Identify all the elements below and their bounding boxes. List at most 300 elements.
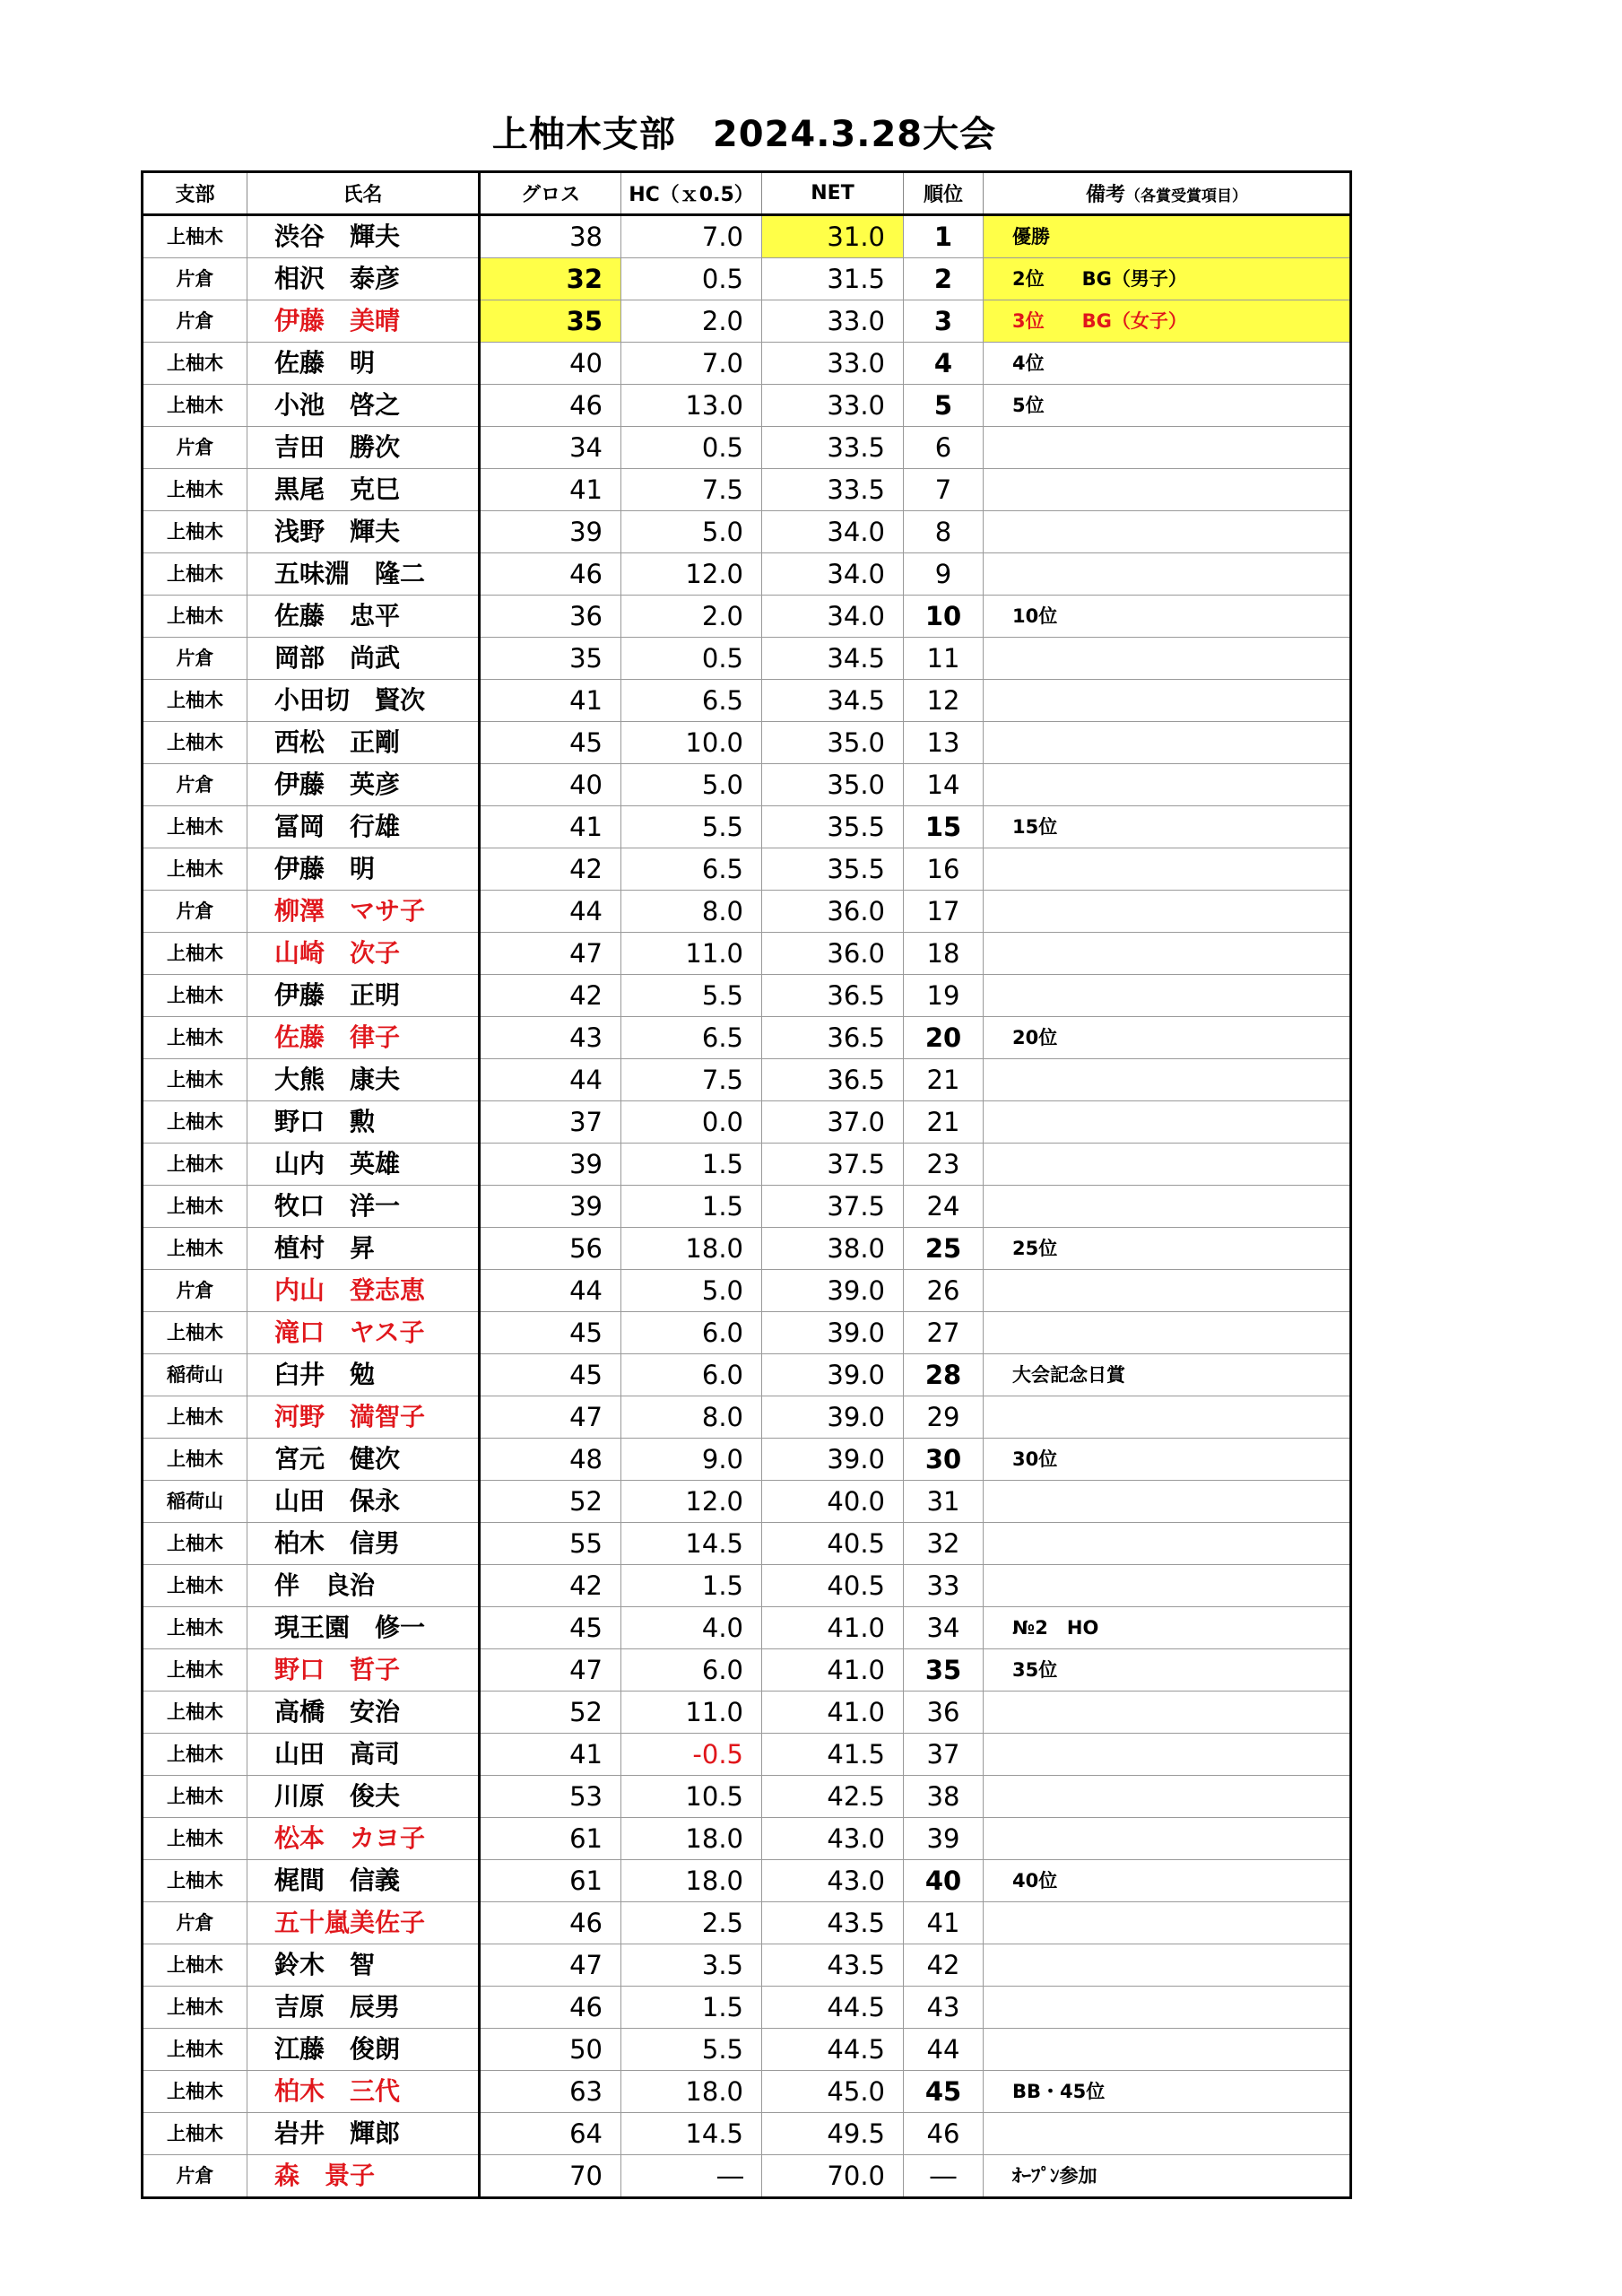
hc-cell: 5.0 <box>621 764 762 806</box>
table-row <box>143 933 1351 975</box>
net-cell: 41.0 <box>762 1692 904 1734</box>
hc-cell: 5.5 <box>621 975 762 1017</box>
table-row <box>143 1944 1351 1987</box>
branch-cell: 上柚木 <box>143 1944 247 1987</box>
note-cell <box>984 2113 1351 2155</box>
hc-cell: 0.5 <box>621 638 762 680</box>
name-cell: 滝口 ヤス子 <box>247 1312 480 1354</box>
name-cell: 五味淵 隆二 <box>247 553 480 596</box>
hc-cell: 1.5 <box>621 1987 762 2029</box>
branch-cell: 上柚木 <box>143 1860 247 1902</box>
name-cell: 柏木 三代 <box>247 2071 480 2113</box>
gross-cell: 37 <box>480 1101 621 1144</box>
net-cell: 33.5 <box>762 469 904 511</box>
rank-cell: 42 <box>904 1944 984 1987</box>
note-cell <box>984 1523 1351 1565</box>
name-cell: 川原 俊夫 <box>247 1776 480 1818</box>
rank-cell: 23 <box>904 1144 984 1186</box>
gross-cell: 48 <box>480 1439 621 1481</box>
net-cell: 36.5 <box>762 975 904 1017</box>
branch-cell: 上柚木 <box>143 1017 247 1059</box>
net-cell: 40.0 <box>762 1481 904 1523</box>
table-row <box>143 638 1351 680</box>
hc-cell: 13.0 <box>621 385 762 427</box>
hc-cell: 10.5 <box>621 1776 762 1818</box>
hc-cell: 5.0 <box>621 1270 762 1312</box>
net-cell: 35.5 <box>762 806 904 848</box>
name-cell: 小池 啓之 <box>247 385 480 427</box>
gross-cell: 41 <box>480 806 621 848</box>
gross-cell: 32 <box>480 258 621 300</box>
name-cell: 佐藤 律子 <box>247 1017 480 1059</box>
name-cell: 柏木 信男 <box>247 1523 480 1565</box>
rank-cell: 35 <box>904 1649 984 1692</box>
note-cell <box>984 1776 1351 1818</box>
gross-cell: 46 <box>480 553 621 596</box>
name-cell: 山田 保永 <box>247 1481 480 1523</box>
name-cell: 西松 正剛 <box>247 722 480 764</box>
name-cell: 岩井 輝郎 <box>247 2113 480 2155</box>
name-cell: 吉田 勝次 <box>247 427 480 469</box>
net-cell: 43.0 <box>762 1860 904 1902</box>
gross-cell: 61 <box>480 1818 621 1860</box>
hc-cell: 6.0 <box>621 1649 762 1692</box>
table-row <box>143 1607 1351 1649</box>
rank-cell: 9 <box>904 553 984 596</box>
gross-cell: 47 <box>480 1396 621 1439</box>
table-row <box>143 764 1351 806</box>
net-cell: 49.5 <box>762 2113 904 2155</box>
net-cell: 41.0 <box>762 1649 904 1692</box>
branch-cell: 上柚木 <box>143 806 247 848</box>
note-cell: ｵｰﾌﾟﾝ参加 <box>984 2155 1351 2198</box>
gross-cell: 44 <box>480 1059 621 1101</box>
table-row <box>143 806 1351 848</box>
name-cell: 臼井 勉 <box>247 1354 480 1396</box>
branch-cell: 上柚木 <box>143 511 247 553</box>
name-cell: 山内 英雄 <box>247 1144 480 1186</box>
net-cell: 31.0 <box>762 215 904 258</box>
name-cell: 冨岡 行雄 <box>247 806 480 848</box>
branch-cell: 上柚木 <box>143 1523 247 1565</box>
hc-cell: 3.5 <box>621 1944 762 1987</box>
rank-cell: 32 <box>904 1523 984 1565</box>
branch-cell: 片倉 <box>143 258 247 300</box>
table-row <box>143 722 1351 764</box>
table-row <box>143 427 1351 469</box>
note-cell: 優勝 <box>984 215 1351 258</box>
table-row <box>143 1354 1351 1396</box>
rank-cell: 2 <box>904 258 984 300</box>
table-row <box>143 1565 1351 1607</box>
note-cell <box>984 1944 1351 1987</box>
net-cell: 44.5 <box>762 2029 904 2071</box>
note-cell <box>984 469 1351 511</box>
branch-cell: 上柚木 <box>143 722 247 764</box>
net-cell: 43.5 <box>762 1902 904 1944</box>
gross-cell: 38 <box>480 215 621 258</box>
name-cell: 山崎 次子 <box>247 933 480 975</box>
name-cell: 森 景子 <box>247 2155 480 2198</box>
table-row <box>143 1902 1351 1944</box>
branch-cell: 上柚木 <box>143 680 247 722</box>
hc-cell: 5.5 <box>621 2029 762 2071</box>
note-cell <box>984 638 1351 680</box>
net-cell: 43.5 <box>762 1944 904 1987</box>
hc-cell: ― <box>621 2155 762 2198</box>
table-row <box>143 1860 1351 1902</box>
header-branch: 支部 <box>143 172 247 215</box>
gross-cell: 47 <box>480 1649 621 1692</box>
branch-cell: 片倉 <box>143 427 247 469</box>
rank-cell: 5 <box>904 385 984 427</box>
gross-cell: 40 <box>480 343 621 385</box>
name-cell: 伊藤 英彦 <box>247 764 480 806</box>
table-row <box>143 511 1351 553</box>
rank-cell: 40 <box>904 1860 984 1902</box>
branch-cell: 上柚木 <box>143 848 247 891</box>
hc-cell: 18.0 <box>621 2071 762 2113</box>
table-body <box>143 215 1351 2198</box>
gross-cell: 45 <box>480 722 621 764</box>
table-row <box>143 1734 1351 1776</box>
table-row <box>143 975 1351 1017</box>
note-cell <box>984 2029 1351 2071</box>
rank-cell: 36 <box>904 1692 984 1734</box>
rank-cell: 14 <box>904 764 984 806</box>
net-cell: 40.5 <box>762 1523 904 1565</box>
table-row <box>143 596 1351 638</box>
net-cell: 36.0 <box>762 933 904 975</box>
gross-cell: 45 <box>480 1312 621 1354</box>
hc-cell: 7.0 <box>621 343 762 385</box>
net-cell: 33.0 <box>762 385 904 427</box>
net-cell: 45.0 <box>762 2071 904 2113</box>
hc-cell: 12.0 <box>621 1481 762 1523</box>
net-cell: 34.5 <box>762 680 904 722</box>
name-cell: 伊藤 正明 <box>247 975 480 1017</box>
branch-cell: 上柚木 <box>143 975 247 1017</box>
note-cell: 4位 <box>984 343 1351 385</box>
net-cell: 39.0 <box>762 1439 904 1481</box>
net-cell: 35.5 <box>762 848 904 891</box>
gross-cell: 52 <box>480 1481 621 1523</box>
hc-cell: 0.5 <box>621 258 762 300</box>
table-row <box>143 2029 1351 2071</box>
note-cell <box>984 1396 1351 1439</box>
net-cell: 36.5 <box>762 1059 904 1101</box>
gross-cell: 47 <box>480 933 621 975</box>
gross-cell: 41 <box>480 680 621 722</box>
name-cell: 小田切 賢次 <box>247 680 480 722</box>
note-cell <box>984 1186 1351 1228</box>
name-cell: 河野 満智子 <box>247 1396 480 1439</box>
table-row <box>143 1818 1351 1860</box>
branch-cell: 上柚木 <box>143 343 247 385</box>
hc-cell: 4.0 <box>621 1607 762 1649</box>
rank-cell: 33 <box>904 1565 984 1607</box>
note-cell <box>984 1987 1351 2029</box>
name-cell: 野口 勲 <box>247 1101 480 1144</box>
rank-cell: 7 <box>904 469 984 511</box>
name-cell: 浅野 輝夫 <box>247 511 480 553</box>
branch-cell: 上柚木 <box>143 1987 247 2029</box>
note-cell <box>984 1818 1351 1860</box>
net-cell: 41.0 <box>762 1607 904 1649</box>
name-cell: 牧口 洋一 <box>247 1186 480 1228</box>
hc-cell: 18.0 <box>621 1860 762 1902</box>
name-cell: 渋谷 輝夫 <box>247 215 480 258</box>
net-cell: 34.0 <box>762 511 904 553</box>
note-cell <box>984 1144 1351 1186</box>
name-cell: 梶間 信義 <box>247 1860 480 1902</box>
name-cell: 佐藤 忠平 <box>247 596 480 638</box>
gross-cell: 46 <box>480 1987 621 2029</box>
table-row <box>143 1312 1351 1354</box>
note-cell: 25位 <box>984 1228 1351 1270</box>
gross-cell: 34 <box>480 427 621 469</box>
rank-cell: 20 <box>904 1017 984 1059</box>
gross-cell: 44 <box>480 1270 621 1312</box>
name-cell: 伴 良治 <box>247 1565 480 1607</box>
note-cell: 20位 <box>984 1017 1351 1059</box>
branch-cell: 片倉 <box>143 764 247 806</box>
name-cell: 五十嵐美佐子 <box>247 1902 480 1944</box>
rank-cell: 6 <box>904 427 984 469</box>
branch-cell: 上柚木 <box>143 1186 247 1228</box>
hc-cell: 11.0 <box>621 933 762 975</box>
rank-cell: 31 <box>904 1481 984 1523</box>
table-row <box>143 1186 1351 1228</box>
header-hc: HC（ｘ0.5） <box>621 172 762 215</box>
net-cell: 36.5 <box>762 1017 904 1059</box>
note-cell: 2位 BG（男子） <box>984 258 1351 300</box>
hc-cell: 5.0 <box>621 511 762 553</box>
hc-cell: 7.5 <box>621 1059 762 1101</box>
hc-cell: 6.0 <box>621 1312 762 1354</box>
rank-cell: 16 <box>904 848 984 891</box>
net-cell: 37.5 <box>762 1144 904 1186</box>
note-cell: 40位 <box>984 1860 1351 1902</box>
hc-cell: 11.0 <box>621 1692 762 1734</box>
gross-cell: 35 <box>480 300 621 343</box>
gross-cell: 64 <box>480 2113 621 2155</box>
branch-cell: 上柚木 <box>143 1101 247 1144</box>
hc-cell: 6.0 <box>621 1354 762 1396</box>
hc-cell: 0.0 <box>621 1101 762 1144</box>
gross-cell: 39 <box>480 511 621 553</box>
name-cell: 伊藤 美晴 <box>247 300 480 343</box>
name-cell: 吉原 辰男 <box>247 1987 480 2029</box>
rank-cell: 25 <box>904 1228 984 1270</box>
hc-cell: 6.5 <box>621 848 762 891</box>
name-cell: 江藤 俊朗 <box>247 2029 480 2071</box>
net-cell: 44.5 <box>762 1987 904 2029</box>
net-cell: 42.5 <box>762 1776 904 1818</box>
name-cell: 植村 昇 <box>247 1228 480 1270</box>
hc-cell: -0.5 <box>621 1734 762 1776</box>
table-row <box>143 2113 1351 2155</box>
branch-cell: 上柚木 <box>143 1144 247 1186</box>
note-cell <box>984 722 1351 764</box>
note-cell <box>984 891 1351 933</box>
branch-cell: 上柚木 <box>143 1565 247 1607</box>
gross-cell: 55 <box>480 1523 621 1565</box>
rank-cell: 10 <box>904 596 984 638</box>
branch-cell: 上柚木 <box>143 1776 247 1818</box>
net-cell: 39.0 <box>762 1312 904 1354</box>
name-cell: 佐藤 明 <box>247 343 480 385</box>
net-cell: 37.0 <box>762 1101 904 1144</box>
branch-cell: 片倉 <box>143 1270 247 1312</box>
net-cell: 31.5 <box>762 258 904 300</box>
rank-cell: 39 <box>904 1818 984 1860</box>
table-row <box>143 1481 1351 1523</box>
gross-cell: 36 <box>480 596 621 638</box>
gross-cell: 61 <box>480 1860 621 1902</box>
hc-cell: 1.5 <box>621 1186 762 1228</box>
table-row <box>143 1776 1351 1818</box>
name-cell: 相沢 泰彦 <box>247 258 480 300</box>
page-title: 上柚木支部 2024.3.28大会 <box>491 114 997 155</box>
note-cell: 5位 <box>984 385 1351 427</box>
branch-cell: 片倉 <box>143 300 247 343</box>
net-cell: 33.0 <box>762 300 904 343</box>
rank-cell: 3 <box>904 300 984 343</box>
note-cell: 15位 <box>984 806 1351 848</box>
branch-cell: 上柚木 <box>143 1734 247 1776</box>
note-cell: 大会記念日賞 <box>984 1354 1351 1396</box>
table-row <box>143 891 1351 933</box>
table-row <box>143 1101 1351 1144</box>
gross-cell: 40 <box>480 764 621 806</box>
table-row <box>143 2071 1351 2113</box>
net-cell: 34.0 <box>762 596 904 638</box>
name-cell: 現王園 修一 <box>247 1607 480 1649</box>
net-cell: 36.0 <box>762 891 904 933</box>
note-cell <box>984 1481 1351 1523</box>
gross-cell: 45 <box>480 1354 621 1396</box>
branch-cell: 上柚木 <box>143 2029 247 2071</box>
hc-cell: 8.0 <box>621 891 762 933</box>
table-row <box>143 1396 1351 1439</box>
note-cell <box>984 848 1351 891</box>
gross-cell: 42 <box>480 848 621 891</box>
gross-cell: 50 <box>480 2029 621 2071</box>
table-row <box>143 680 1351 722</box>
table-row <box>143 2155 1351 2198</box>
net-cell: 43.0 <box>762 1818 904 1860</box>
note-cell: 35位 <box>984 1649 1351 1692</box>
net-cell: 35.0 <box>762 764 904 806</box>
branch-cell: 上柚木 <box>143 1818 247 1860</box>
name-cell: 岡部 尚武 <box>247 638 480 680</box>
rank-cell: 41 <box>904 1902 984 1944</box>
note-cell <box>984 1101 1351 1144</box>
branch-cell: 上柚木 <box>143 1439 247 1481</box>
name-cell: 山田 高司 <box>247 1734 480 1776</box>
table-row <box>143 1649 1351 1692</box>
header-name: 氏名 <box>247 172 480 215</box>
hc-cell: 18.0 <box>621 1818 762 1860</box>
net-cell: 39.0 <box>762 1270 904 1312</box>
net-cell: 41.5 <box>762 1734 904 1776</box>
name-cell: 松本 カヨ子 <box>247 1818 480 1860</box>
header-net: NET <box>762 172 904 215</box>
note-cell <box>984 764 1351 806</box>
hc-cell: 2.0 <box>621 596 762 638</box>
table-row <box>143 1017 1351 1059</box>
note-cell <box>984 427 1351 469</box>
branch-cell: 上柚木 <box>143 1649 247 1692</box>
hc-cell: 0.5 <box>621 427 762 469</box>
name-cell: 柳澤 マサ子 <box>247 891 480 933</box>
rank-cell: 12 <box>904 680 984 722</box>
gross-cell: 42 <box>480 1565 621 1607</box>
name-cell: 宮元 健次 <box>247 1439 480 1481</box>
rank-cell: 38 <box>904 1776 984 1818</box>
rank-cell: 17 <box>904 891 984 933</box>
branch-cell: 上柚木 <box>143 2071 247 2113</box>
table-row <box>143 1987 1351 2029</box>
table-row <box>143 1144 1351 1186</box>
gross-cell: 53 <box>480 1776 621 1818</box>
rank-cell: 24 <box>904 1186 984 1228</box>
note-cell <box>984 1565 1351 1607</box>
note-cell <box>984 680 1351 722</box>
branch-cell: 上柚木 <box>143 385 247 427</box>
table-row <box>143 215 1351 258</box>
name-cell: 高橋 安治 <box>247 1692 480 1734</box>
note-cell <box>984 1734 1351 1776</box>
rank-cell: 43 <box>904 1987 984 2029</box>
rank-cell: 15 <box>904 806 984 848</box>
gross-cell: 56 <box>480 1228 621 1270</box>
hc-cell: 7.0 <box>621 215 762 258</box>
hc-cell: 14.5 <box>621 1523 762 1565</box>
name-cell: 大熊 康夫 <box>247 1059 480 1101</box>
results-table <box>141 170 1352 2199</box>
note-cell: 3位 BG（女子） <box>984 300 1351 343</box>
rank-cell: 1 <box>904 215 984 258</box>
name-cell: 伊藤 明 <box>247 848 480 891</box>
rank-cell: 21 <box>904 1059 984 1101</box>
net-cell: 33.5 <box>762 427 904 469</box>
note-cell <box>984 975 1351 1017</box>
branch-cell: 上柚木 <box>143 933 247 975</box>
net-cell: 35.0 <box>762 722 904 764</box>
hc-cell: 6.5 <box>621 1017 762 1059</box>
table-row <box>143 1523 1351 1565</box>
gross-cell: 39 <box>480 1186 621 1228</box>
gross-cell: 44 <box>480 891 621 933</box>
gross-cell: 52 <box>480 1692 621 1734</box>
note-cell <box>984 1312 1351 1354</box>
note-cell <box>984 1692 1351 1734</box>
branch-cell: 上柚木 <box>143 1059 247 1101</box>
gross-cell: 41 <box>480 1734 621 1776</box>
hc-cell: 18.0 <box>621 1228 762 1270</box>
rank-cell: 29 <box>904 1396 984 1439</box>
hc-cell: 7.5 <box>621 469 762 511</box>
note-cell <box>984 1270 1351 1312</box>
rank-cell: 44 <box>904 2029 984 2071</box>
branch-cell: 上柚木 <box>143 1312 247 1354</box>
header-gross: グロス <box>480 172 621 215</box>
table-row <box>143 1692 1351 1734</box>
table-header-row <box>143 172 1351 215</box>
net-cell: 34.0 <box>762 553 904 596</box>
